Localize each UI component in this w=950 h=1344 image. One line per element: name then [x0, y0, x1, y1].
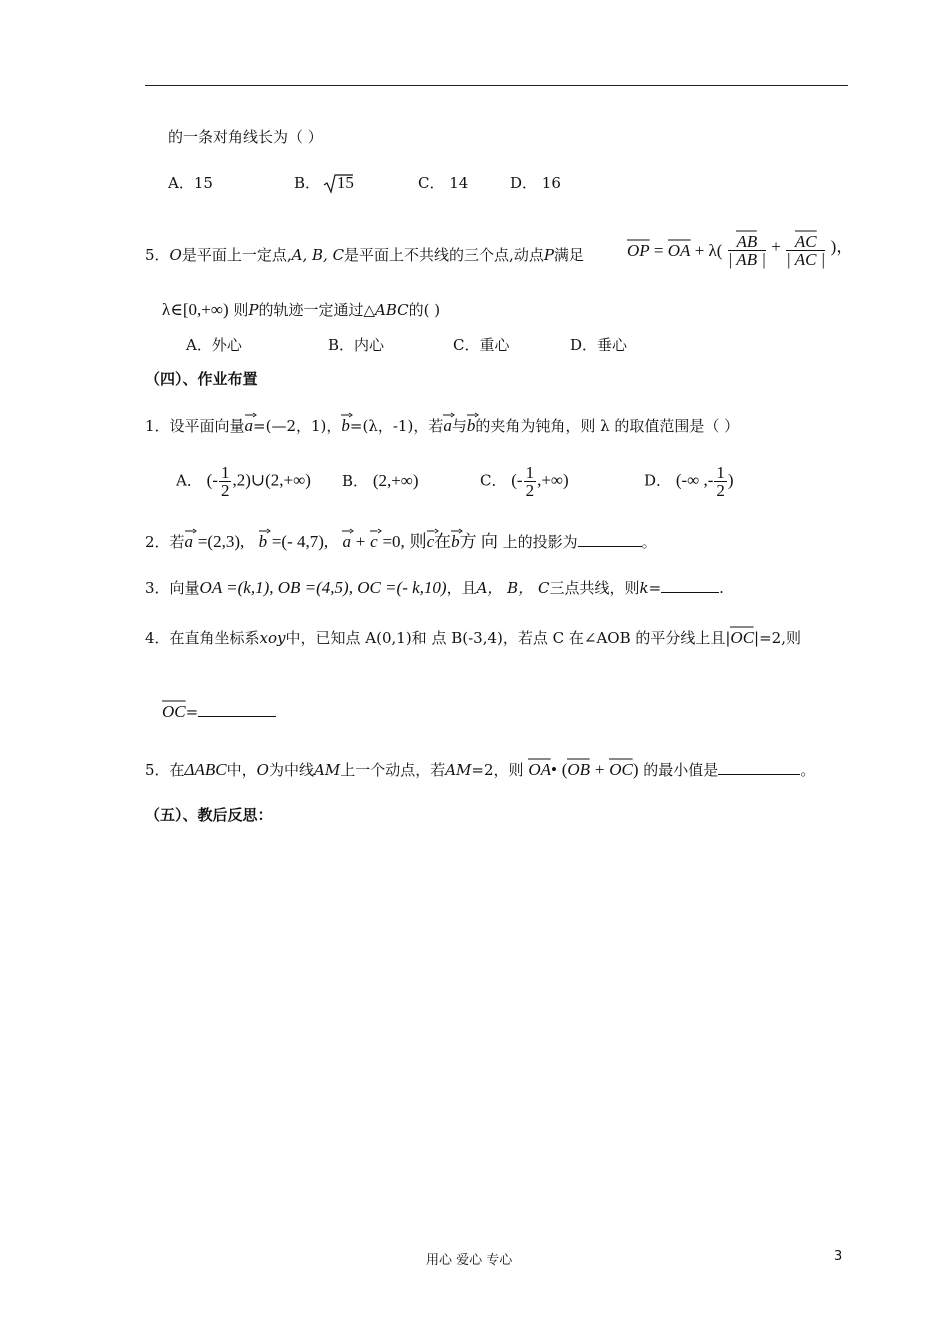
vector-ab-label: AB [736, 232, 758, 251]
vector-oc-label: OC [162, 702, 186, 721]
text: 4．在直角坐标系 [145, 629, 260, 647]
text: ，且 [446, 579, 477, 597]
vector-op [627, 237, 650, 259]
text: 。 [641, 533, 657, 551]
text: 则 [409, 532, 427, 551]
denominator: 2 [716, 481, 725, 500]
text: 1．设平面向量 [145, 417, 245, 435]
answer-blank[interactable] [661, 578, 719, 593]
vector-oa-label: OA [667, 240, 691, 260]
math: ,2)∪(2,+∞) [232, 470, 311, 490]
vector-b [451, 528, 460, 550]
vector-arrow-icon [185, 528, 194, 535]
paren: ) [632, 760, 639, 779]
q5-option-c: C．重心 [453, 336, 510, 354]
vector-oc-label: OC [730, 628, 755, 647]
text: 中，已知点 A(0,1)和 点 B(-3,4)，若点 C 在∠AOB 的平分线上且| [285, 629, 731, 647]
q5-option-d: D．垂心 [570, 336, 628, 354]
prev-option-d: D． 16 [510, 174, 561, 192]
vector-a [185, 528, 194, 550]
point-p: P [248, 301, 259, 319]
section-5-title: （五）、教后反思： [145, 806, 273, 824]
vector-ob-label: OB [567, 760, 591, 779]
vector-a [342, 528, 351, 550]
text: 是平面上一定点, [181, 246, 292, 264]
text: 的( ) [408, 301, 441, 319]
vector-arrow-icon [245, 412, 254, 419]
vector-arrow-icon [443, 412, 452, 419]
vector-b-label: b [466, 416, 476, 435]
math: (-∞ ,- [675, 470, 714, 490]
vector-arrow-icon [341, 412, 350, 419]
question-5-line2 [162, 299, 440, 321]
answer-blank[interactable] [718, 760, 800, 775]
option-label: D． [644, 471, 672, 490]
segment-am: AM [313, 761, 341, 779]
text: 方 向 [459, 532, 498, 551]
prev-option-c: C． 14 [418, 174, 469, 192]
vector-arrow-icon [528, 756, 551, 763]
text: =(λ，-1)，若 [349, 417, 444, 435]
vector-oa [668, 237, 691, 259]
vector-ac-label: AC [794, 232, 817, 251]
vector-a-label: a [244, 416, 254, 435]
option-label: B． [342, 472, 369, 490]
question-5-line1 [145, 244, 584, 266]
vector-b-label: b [451, 532, 460, 551]
text: 上的投影为 [497, 533, 578, 551]
fraction-ab [728, 228, 766, 268]
text: 上一个动点，若 [340, 761, 446, 779]
plus: + [771, 236, 781, 256]
sqrt-expression [325, 172, 354, 194]
math: =0, [382, 532, 405, 551]
footer-motto: 用心 爱心 专心 [426, 1253, 513, 1268]
vector-a-label: a [184, 532, 194, 551]
math: (2,+∞) [372, 471, 419, 490]
plus-lambda: + λ( [694, 240, 723, 260]
plus: + [594, 760, 605, 779]
text: 的轨迹一定通过△ [258, 301, 376, 319]
math: =(- 4,7), [271, 532, 329, 551]
prev-question-tail: 的一条对角线长为（ ） [168, 128, 323, 146]
question-5-number: 5． [145, 246, 170, 264]
point-p: P [543, 246, 554, 264]
vector-c [427, 528, 435, 550]
text: = [648, 579, 662, 597]
vector-ac [795, 228, 817, 250]
vector-arrow-icon [370, 528, 378, 535]
vector-arrow-icon [342, 528, 351, 535]
vector-oa-label: OA [528, 760, 551, 779]
vector-b-label: b [258, 532, 268, 551]
text: 的夹角为钝角，则 λ 的取值范围是（ ） [475, 417, 740, 435]
hw1-option-d [644, 464, 734, 499]
denominator: 2 [220, 481, 230, 500]
text: |=2,则 [754, 629, 801, 647]
vector-arrow-icon [730, 624, 754, 631]
vector-arrow-icon [427, 528, 435, 535]
triangle-abc: ABC [375, 301, 409, 319]
lambda-range: λ∈[0,+∞) [162, 300, 229, 319]
text: 3．向量 [145, 579, 200, 597]
homework-3 [145, 577, 724, 599]
math: ,+∞) [537, 470, 569, 490]
triangle-abc: ΔABC [184, 760, 227, 779]
numerator: 1 [716, 463, 725, 482]
hw1-option-b [342, 470, 419, 492]
vector-arrow-icon [668, 237, 691, 244]
prev-option-b-label: B． [294, 174, 321, 192]
vector-arrow-icon [451, 528, 460, 535]
sqrt-sign-icon [323, 172, 353, 194]
point-o: O [256, 761, 269, 779]
vector-c-label: c [370, 532, 378, 551]
answer-blank[interactable] [198, 702, 276, 717]
text: =2，则 [471, 761, 524, 779]
vector-arrow-icon [795, 228, 817, 235]
points-abc: A, B, C [291, 246, 345, 264]
sqrt-value: 15 [336, 173, 354, 192]
text: 与 [451, 417, 467, 435]
fraction-half [219, 464, 232, 499]
math: =(2,3), [197, 532, 245, 551]
text: . [719, 579, 724, 597]
vector-ab [736, 228, 757, 250]
vector-oc [730, 624, 754, 646]
point-o: O [169, 246, 182, 264]
text: = [185, 703, 199, 721]
vector-op-label: OP [627, 240, 650, 260]
q5-option-a: A．外心 [186, 336, 242, 354]
q5-option-b: B．内心 [328, 336, 385, 354]
vector-arrow-icon [567, 756, 590, 763]
vector-b [259, 528, 268, 550]
section-4-title: （四）、作业布置 [145, 370, 258, 388]
homework-1 [145, 412, 739, 437]
vectors-expression: OA =(k,1), OB =(4,5), OC =(- k,10) [199, 578, 447, 597]
vector-arrow-icon [609, 756, 633, 763]
option-label: C． [480, 471, 507, 490]
vector-c [370, 528, 378, 550]
text: 在 [434, 532, 452, 551]
equals: = [653, 240, 664, 260]
vector-arrow-icon [467, 412, 476, 419]
abs-ac: | AC | [786, 250, 826, 269]
vector-b [467, 412, 476, 434]
vector-arrow-icon [627, 237, 650, 244]
dot-operator: • [550, 760, 557, 779]
abs-ab: | AB | [727, 250, 766, 269]
homework-5 [145, 756, 815, 781]
vector-c-label: c [426, 532, 435, 551]
text: 。 [800, 761, 816, 779]
homework-2 [145, 528, 657, 553]
text: 2．若 [145, 533, 185, 551]
header-rule [145, 85, 848, 86]
vector-a [245, 412, 254, 434]
math: (- [511, 470, 523, 490]
prev-option-a: A．15 [168, 174, 213, 192]
fraction-ac [786, 228, 825, 268]
text: 中， [226, 761, 257, 779]
fraction-half [524, 464, 537, 499]
text: 5．在 [145, 761, 185, 779]
option-label: A． [176, 471, 202, 490]
plus: + [355, 532, 366, 551]
vector-oc [162, 698, 186, 720]
numerator: 1 [220, 463, 230, 482]
math: (- [206, 470, 218, 490]
vector-arrow-icon [162, 698, 186, 705]
page-number: 3 [834, 1249, 843, 1264]
hw1-option-a [176, 464, 311, 499]
vector-arrow-icon [259, 528, 268, 535]
vector-a-label: a [342, 532, 351, 551]
question-5-formula [627, 228, 853, 268]
fraction-half [714, 464, 727, 499]
vector-b [341, 412, 350, 434]
coord-system: xoy [259, 629, 286, 647]
hw1-option-c [480, 464, 569, 499]
text: 为中线 [268, 761, 314, 779]
answer-blank[interactable] [578, 532, 642, 547]
math: ) [727, 470, 734, 490]
vector-oc [609, 756, 633, 778]
denominator: 2 [525, 481, 535, 500]
numerator: 1 [525, 463, 535, 482]
segment-am: AM [445, 761, 472, 779]
homework-4-answer [162, 698, 276, 723]
vector-ob [567, 756, 590, 778]
prev-option-b [294, 172, 354, 194]
points-abc: A， B， C [476, 579, 550, 597]
paren: ( [561, 760, 568, 779]
text: =(—2，1)， [253, 417, 342, 435]
text: 三点共线，则 [549, 579, 640, 597]
homework-4 [145, 624, 801, 649]
close-paren: )， [830, 236, 854, 256]
vector-b-label: b [341, 416, 350, 435]
text: 是平面上不共线的三个点,动点 [344, 246, 544, 264]
text: 的最小值是 [643, 761, 719, 779]
text: 则 [233, 301, 249, 319]
vector-oa [528, 756, 551, 778]
variable-k: k [639, 579, 649, 597]
vector-oc-label: OC [609, 760, 633, 779]
vector-arrow-icon [736, 228, 757, 235]
vector-a-label: a [443, 416, 452, 435]
vector-a [443, 412, 452, 434]
text: 满足 [553, 246, 584, 264]
